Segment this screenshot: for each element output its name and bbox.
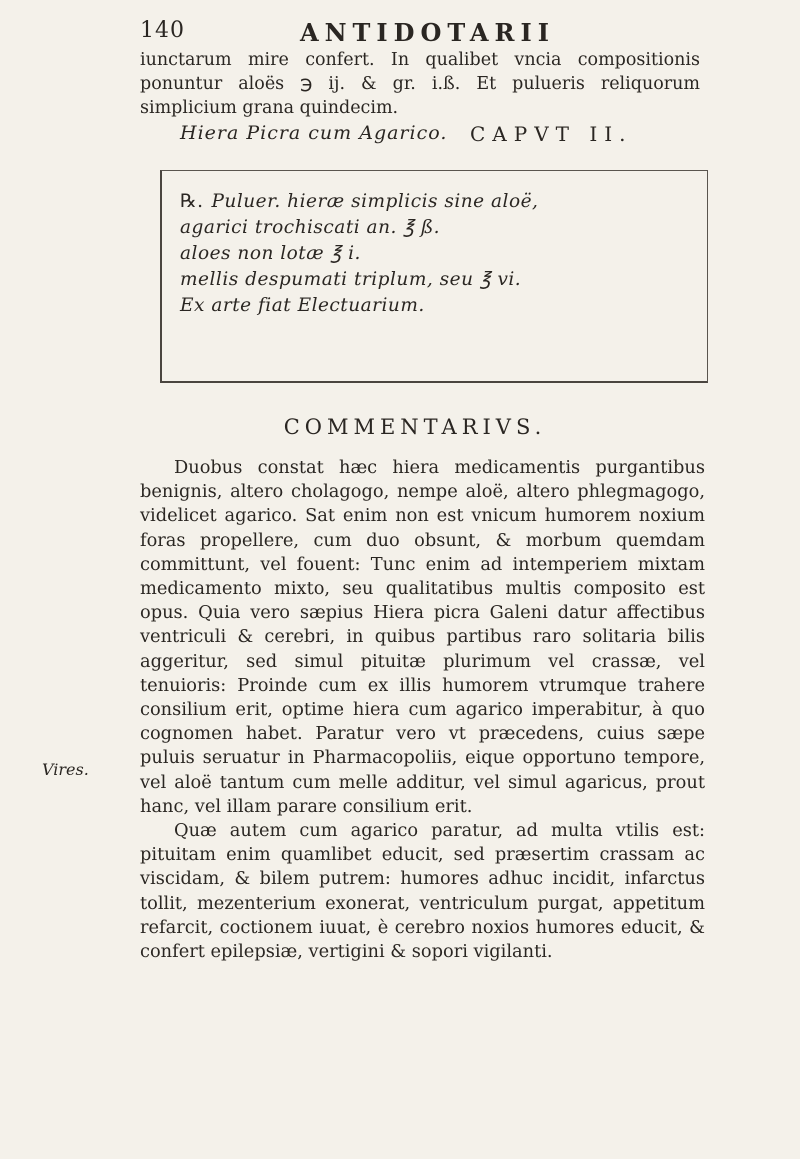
commentary-paragraph-1: Duobus constat hæc hiera medicamentis purgantibus benignis, altero cholagogo, nempe aloë, altero phlegmagogo, videlicet agarico. Sat enim non est vnicum humorem noxium foras propellere, cum duo obsunt, & morbum quemdam committunt, vel fouent: Tunc enim ad intemperiem mixtam medicamento mixto, seu qualitatibus multis composito est opus. Quia vero sæpius Hiera picra Galeni datur affectibus ventriculi & cerebri, in quibus partibus raro solitaria bilis aggeritur, sed simul pituitæ plurimum vel crassæ, vel tenuioris: Proinde cum ex illis humorem vtrumque trahere consilium erit, optime hiera cum agarico imperabitur, à quo cognomen habet. Paratur vero vt præcedens, cuius sæpe puluis seruatur in Pharmacopoliis, eique opportuno tempore, vel aloë tantum cum melle additur, vel simul agaricus, prout hanc, vel illam parare consilium erit. [140,457,705,817]
recipe-line-5: Ex arte fiat Electuarium. [180,295,425,316]
recipe-heading [180,122,690,148]
running-title: ANTIDOTARII [300,18,555,47]
intro-text: iunctarum mire confert. In qualibet vncia compositionis ponuntur aloës ℈ ij. & gr. i.ß. Et pulueris reliquorum simplicium grana quindecim. [140,50,700,118]
recipe-title: Hiera Picra cum Agarico. [180,122,448,144]
commentary-heading: COMMENTARIVS. [283,415,547,439]
recipe-line-1 [180,191,538,212]
intro-paragraph [140,48,700,120]
recipe-symbol: ℞. [180,191,204,212]
recipe-box [160,170,708,383]
recipe-line-2: agarici trochiscati an. ℥ ß. [180,217,441,238]
recipe-line-3: aloes non lotæ ℥ i. [180,243,361,264]
chapter-label: CAPVT II. [470,122,633,146]
commentary-paragraph-2: Quæ autem cum agarico paratur, ad multa vtilis est: pituitam enim quamlibet educit, sed præsertim crassam ac viscidam, & bilem putrem: humores adhuc incidit, infarctus tollit, mezenterium exonerat, ventriculum purgat, appetitum refarcit, coctionem iuuat, è cerebro noxios humores educit, & confert epilepsiæ, vertigini & sopori vigilanti. [140,820,705,963]
page-number: 140 [140,18,185,43]
recipe-line-1-text: Puluer. hieræ simplicis sine aloë, [211,191,539,212]
margin-note: Vires. [42,760,89,779]
recipe-line-4: mellis despumati triplum, seu ℥ vi. [180,269,522,290]
running-head [140,18,700,46]
commentary-body [140,456,705,964]
